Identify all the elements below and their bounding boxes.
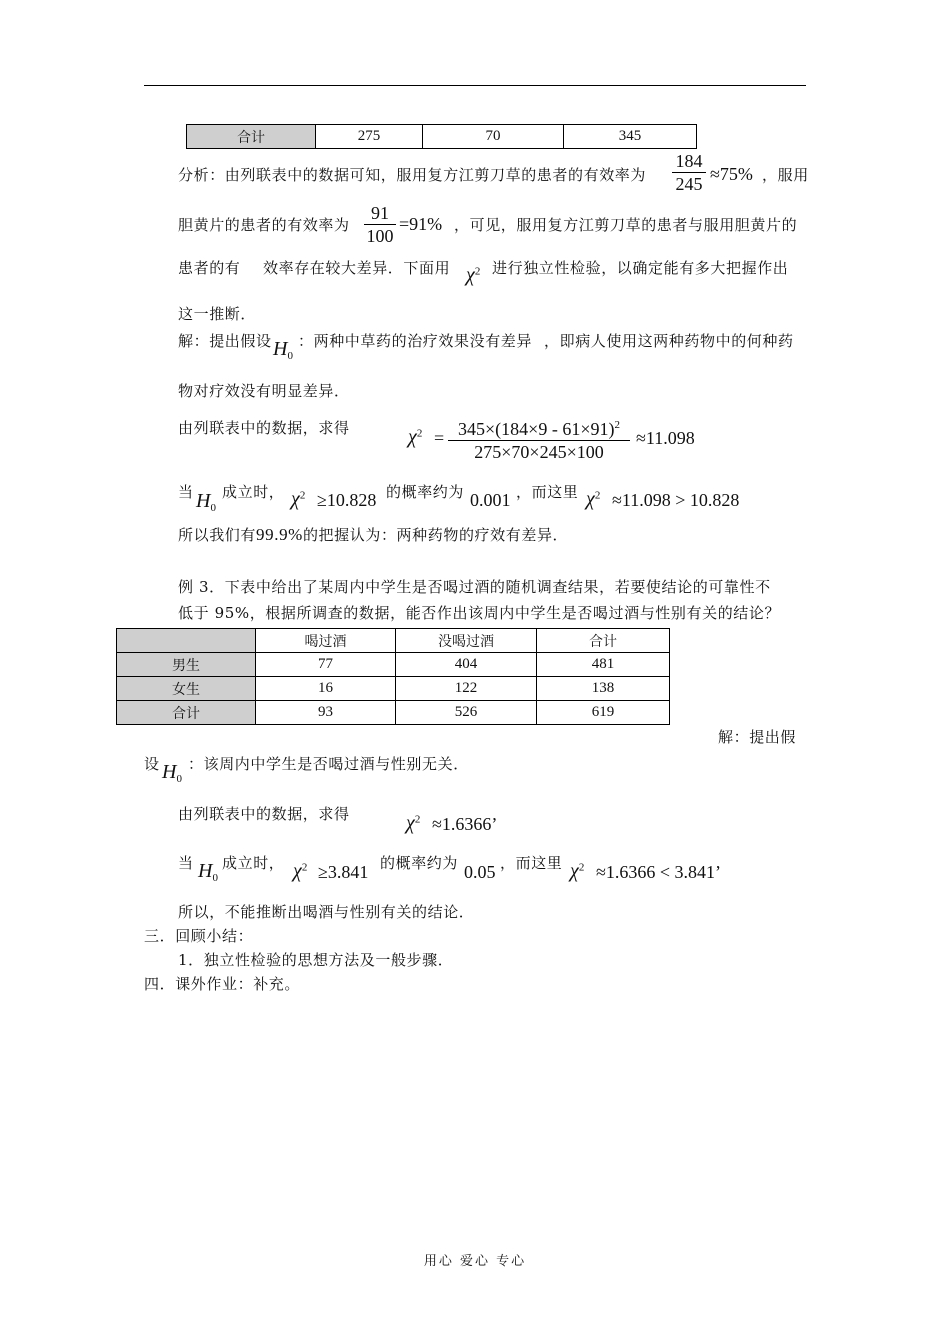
cell: 70 bbox=[423, 125, 564, 149]
threshold: ≥3.841 bbox=[318, 862, 369, 882]
formula-result: ≈11.098 bbox=[636, 428, 695, 448]
eq-91: =91% bbox=[399, 214, 443, 234]
denominator: 275×70×245×100 bbox=[448, 440, 630, 463]
cell: 122 bbox=[396, 677, 537, 701]
solution-3-line-1: 解：提出假 bbox=[718, 728, 797, 746]
analysis-line-4: 这一推断． bbox=[178, 305, 257, 323]
example-3-line-1: 例 3．下表中给出了某周内中学生是否喝过酒的随机调查结果，若要使结论的可靠性不 bbox=[178, 578, 771, 596]
h0-symbol: $H_0$ bbox=[162, 761, 182, 786]
text: 当 bbox=[178, 483, 194, 501]
cell: 275 bbox=[316, 125, 423, 149]
text: 由列联表中的数据，求得 bbox=[178, 805, 350, 823]
text: ，而这里 bbox=[516, 483, 579, 501]
page-footer: 用心 爱心 专心 bbox=[423, 1254, 527, 1269]
cell: 345 bbox=[564, 125, 697, 149]
denominator: 100 bbox=[364, 224, 396, 247]
chi-square-symbol: $\chi^2$ bbox=[293, 860, 308, 882]
h0-symbol: $H_0$ bbox=[196, 490, 216, 515]
cell: 77 bbox=[256, 653, 396, 677]
corner-cell bbox=[117, 629, 256, 653]
section-4-title: 四．课外作业：补充。 bbox=[144, 975, 301, 993]
analysis-line-1 bbox=[178, 165, 646, 185]
solution-3-conclusion: 所以，不能推断出喝酒与性别有关的结论． bbox=[178, 903, 475, 921]
percent: 99.9% bbox=[256, 525, 303, 544]
solution-line-2: 物对疗效没有明显差异． bbox=[178, 382, 350, 400]
column-header: 合计 bbox=[537, 629, 670, 653]
chi-square-fraction bbox=[448, 414, 630, 463]
column-header: 没喝过酒 bbox=[396, 629, 537, 653]
text: 的概率约为 bbox=[380, 854, 459, 872]
section-3-item-1: 1．独立性检验的思想方法及一般步骤． bbox=[178, 951, 454, 969]
denominator: 245 bbox=[672, 172, 706, 195]
analysis-line-2: 胆黄片的患者的有效率为 bbox=[178, 216, 350, 234]
table-row bbox=[117, 653, 670, 677]
column-header: 喝过酒 bbox=[256, 629, 396, 653]
chi-value: ≈1.6366’ bbox=[432, 814, 498, 834]
equals-sign: = bbox=[434, 428, 445, 448]
comparison: ≈1.6366 < 3.841’ bbox=[596, 862, 722, 882]
solution-line-1b: ：两种中草药的治疗效果没有差异 bbox=[298, 332, 533, 350]
cell: 138 bbox=[537, 677, 670, 701]
chi-square-symbol: $\chi^2$ bbox=[291, 488, 306, 510]
cell: 526 bbox=[396, 701, 537, 725]
chi-square-symbol: $\chi^2$ bbox=[466, 264, 481, 286]
text: ：该周内中学生是否喝过酒与性别无关． bbox=[188, 755, 469, 773]
text: ，服用 bbox=[762, 166, 809, 184]
chi-square-symbol: $\chi^2$ bbox=[586, 488, 601, 510]
solution-line-3: 由列联表中的数据，求得 bbox=[178, 419, 350, 437]
solution-line-1c: ，即病人使用这两种药物中的何种药 bbox=[544, 332, 794, 350]
row-label: 合计 bbox=[187, 125, 316, 149]
numerator: $345\times(184\times 9 - 61\times 91)^2$ bbox=[458, 419, 620, 439]
text: 当 bbox=[178, 854, 194, 872]
comparison: ≈11.098 > 10.828 bbox=[612, 490, 740, 510]
text: 分析：由列联表中的数据可知，服用复方江剪刀草的患者的有效率为 bbox=[178, 166, 647, 184]
probability: 0.05 bbox=[464, 862, 496, 882]
threshold: ≥10.828 bbox=[317, 490, 377, 510]
cell: 481 bbox=[537, 653, 670, 677]
summary-table bbox=[186, 124, 697, 149]
text: 的概率约为 bbox=[386, 483, 465, 501]
header-rule bbox=[144, 85, 806, 86]
text: ，而这里 bbox=[500, 854, 563, 872]
table-row bbox=[117, 677, 670, 701]
analysis-line-3b: 效率存在较大差异．下面用 bbox=[263, 259, 451, 277]
table-row bbox=[117, 701, 670, 725]
text: 所以我们有 bbox=[178, 526, 257, 544]
approx-75: ≈75% bbox=[710, 164, 753, 184]
text: 设 bbox=[144, 755, 160, 773]
numerator: 184 bbox=[675, 151, 703, 171]
row-label: 女生 bbox=[117, 677, 256, 701]
row-label: 男生 bbox=[117, 653, 256, 677]
analysis-line-3c: 进行独立性检验，以确定能有多大把握作出 bbox=[492, 259, 789, 277]
table-header-row bbox=[117, 629, 670, 653]
text: ，可见，服用复方江剪刀草的患者与服用胆黄片的 bbox=[454, 216, 798, 234]
analysis-line-3a: 患者的有 bbox=[178, 259, 241, 277]
cell: 93 bbox=[256, 701, 396, 725]
h0-symbol: $H_0$ bbox=[273, 338, 293, 363]
fraction-184-245 bbox=[672, 150, 706, 195]
text: 成立时， bbox=[222, 854, 285, 872]
solution-line-1a: 解：提出假设 bbox=[178, 332, 272, 350]
table-row bbox=[187, 125, 697, 149]
text: 的把握认为：两种药物的疗效有差异． bbox=[302, 526, 569, 544]
probability: 0.001 bbox=[470, 490, 511, 510]
row-label: 合计 bbox=[117, 701, 256, 725]
conclusion-line bbox=[178, 525, 568, 545]
example-3-line-2: 低于 95%，根据所调查的数据，能否作出该周内中学生是否喝过酒与性别有关的结论？ bbox=[178, 604, 781, 622]
h0-symbol: $H_0$ bbox=[198, 860, 218, 885]
cell: 619 bbox=[537, 701, 670, 725]
section-3-title: 三．回顾小结： bbox=[144, 927, 254, 945]
chi-square-symbol: $\chi^2$ bbox=[406, 812, 421, 834]
numerator: 91 bbox=[371, 203, 389, 223]
cell: 16 bbox=[256, 677, 396, 701]
text: 成立时， bbox=[222, 483, 285, 501]
cell: 404 bbox=[396, 653, 537, 677]
fraction-91-100 bbox=[364, 202, 396, 247]
chi-square-symbol: $\chi^2$ bbox=[570, 860, 585, 882]
chi-square-symbol: $\chi^2$ bbox=[408, 426, 423, 448]
drinking-table bbox=[116, 628, 670, 725]
